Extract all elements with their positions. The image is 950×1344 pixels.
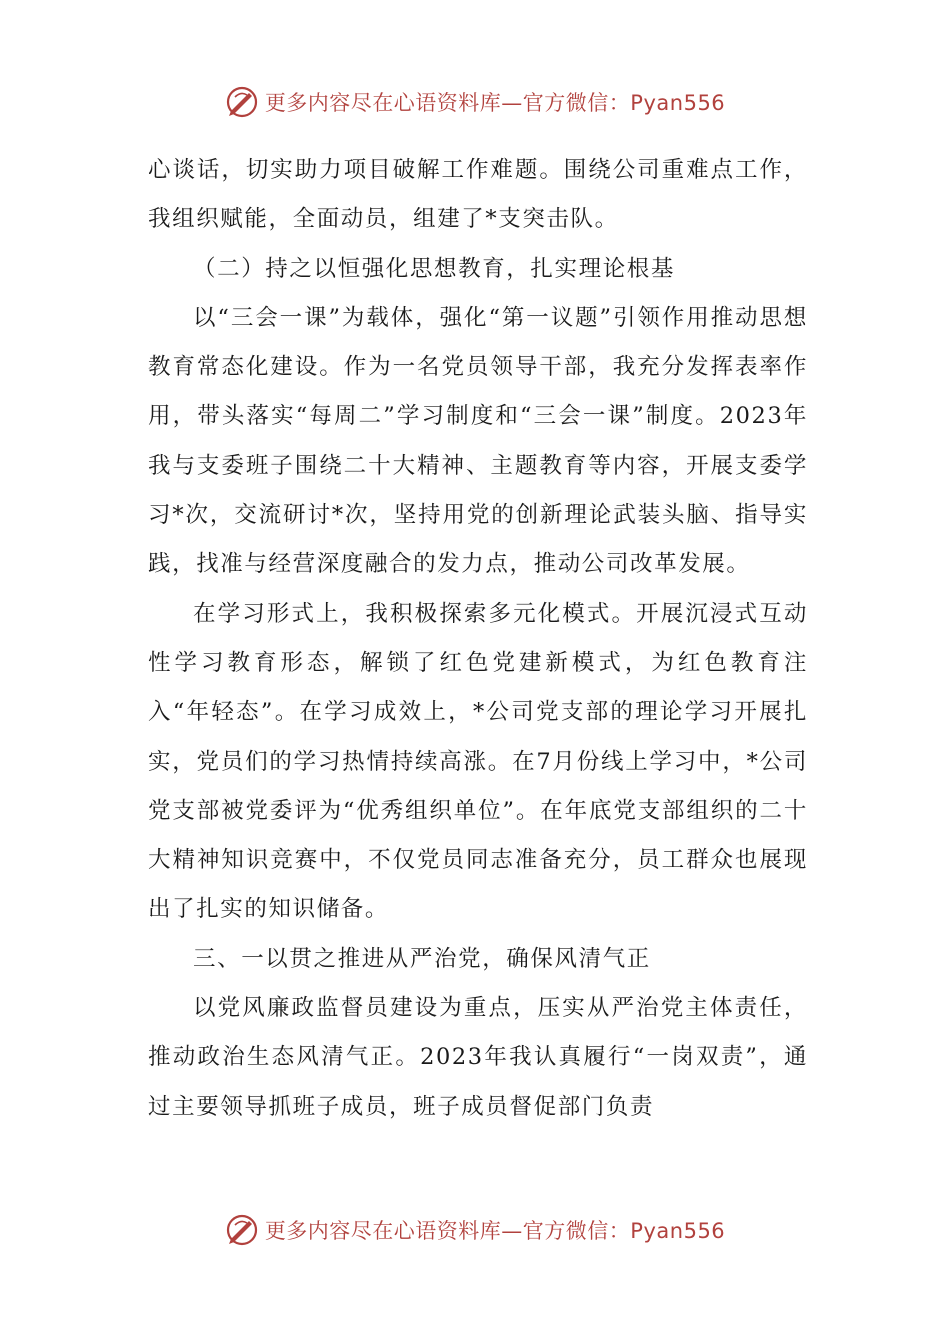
- document-body: [148, 146, 808, 1132]
- paragraph: 在学习形式上，我积极探索多元化模式。开展沉浸式互动性学习教育形态，解锁了红色党建新模式，为红色教育注入“年轻态”。在学习成效上，*公司党支部的理论学习开展扎实，党员们的学习热情持续高涨。在7月份线上学习中，*公司党支部被党委评为“优秀组织单位”。在年底党支部组织的二十大精神知识竞赛中，不仅党员同志准备充分，员工群众也展现出了扎实的知识储备。: [148, 600, 808, 923]
- paragraph: 心谈话，切实助力项目破解工作难题。围绕公司重难点工作，我组织赋能，全面动员，组建了*支突击队。: [148, 157, 808, 233]
- pen-circle-logo-icon: [225, 1213, 259, 1247]
- paragraph: 以党风廉政监督员建设为重点，压实从严治党主体责任，推动政治生态风清气正。2023年我认真履行“一岗双责”，通过主要领导抓班子成员，班子成员督促部门负责: [148, 995, 808, 1120]
- header-watermark-banner: [0, 82, 950, 122]
- footer-watermark-banner: [0, 1210, 950, 1250]
- pen-circle-logo-icon: [225, 85, 259, 119]
- watermark-text: 更多内容尽在心语资料库—官方微信：Pyan556: [264, 1219, 726, 1243]
- section-heading: （二）持之以恒强化思想教育，扎实理论根基: [193, 255, 676, 282]
- watermark-text: 更多内容尽在心语资料库—官方微信：Pyan556: [264, 91, 726, 115]
- section-heading: 三、一以贯之推进从严治党，确保风清气正: [193, 945, 651, 972]
- paragraph: 以“三会一课”为载体，强化“第一议题”引领作用推动思想教育常态化建设。作为一名党员领导干部，我充分发挥表率作用，带头落实“每周二”学习制度和“三会一课”制度。2023年我与支委班子围绕二十大精神、主题教育等内容，开展支委学习*次，交流研讨*次，坚持用党的创新理论武装头脑、指导实践，找准与经营深度融合的发力点，推动公司改革发展。: [148, 304, 808, 578]
